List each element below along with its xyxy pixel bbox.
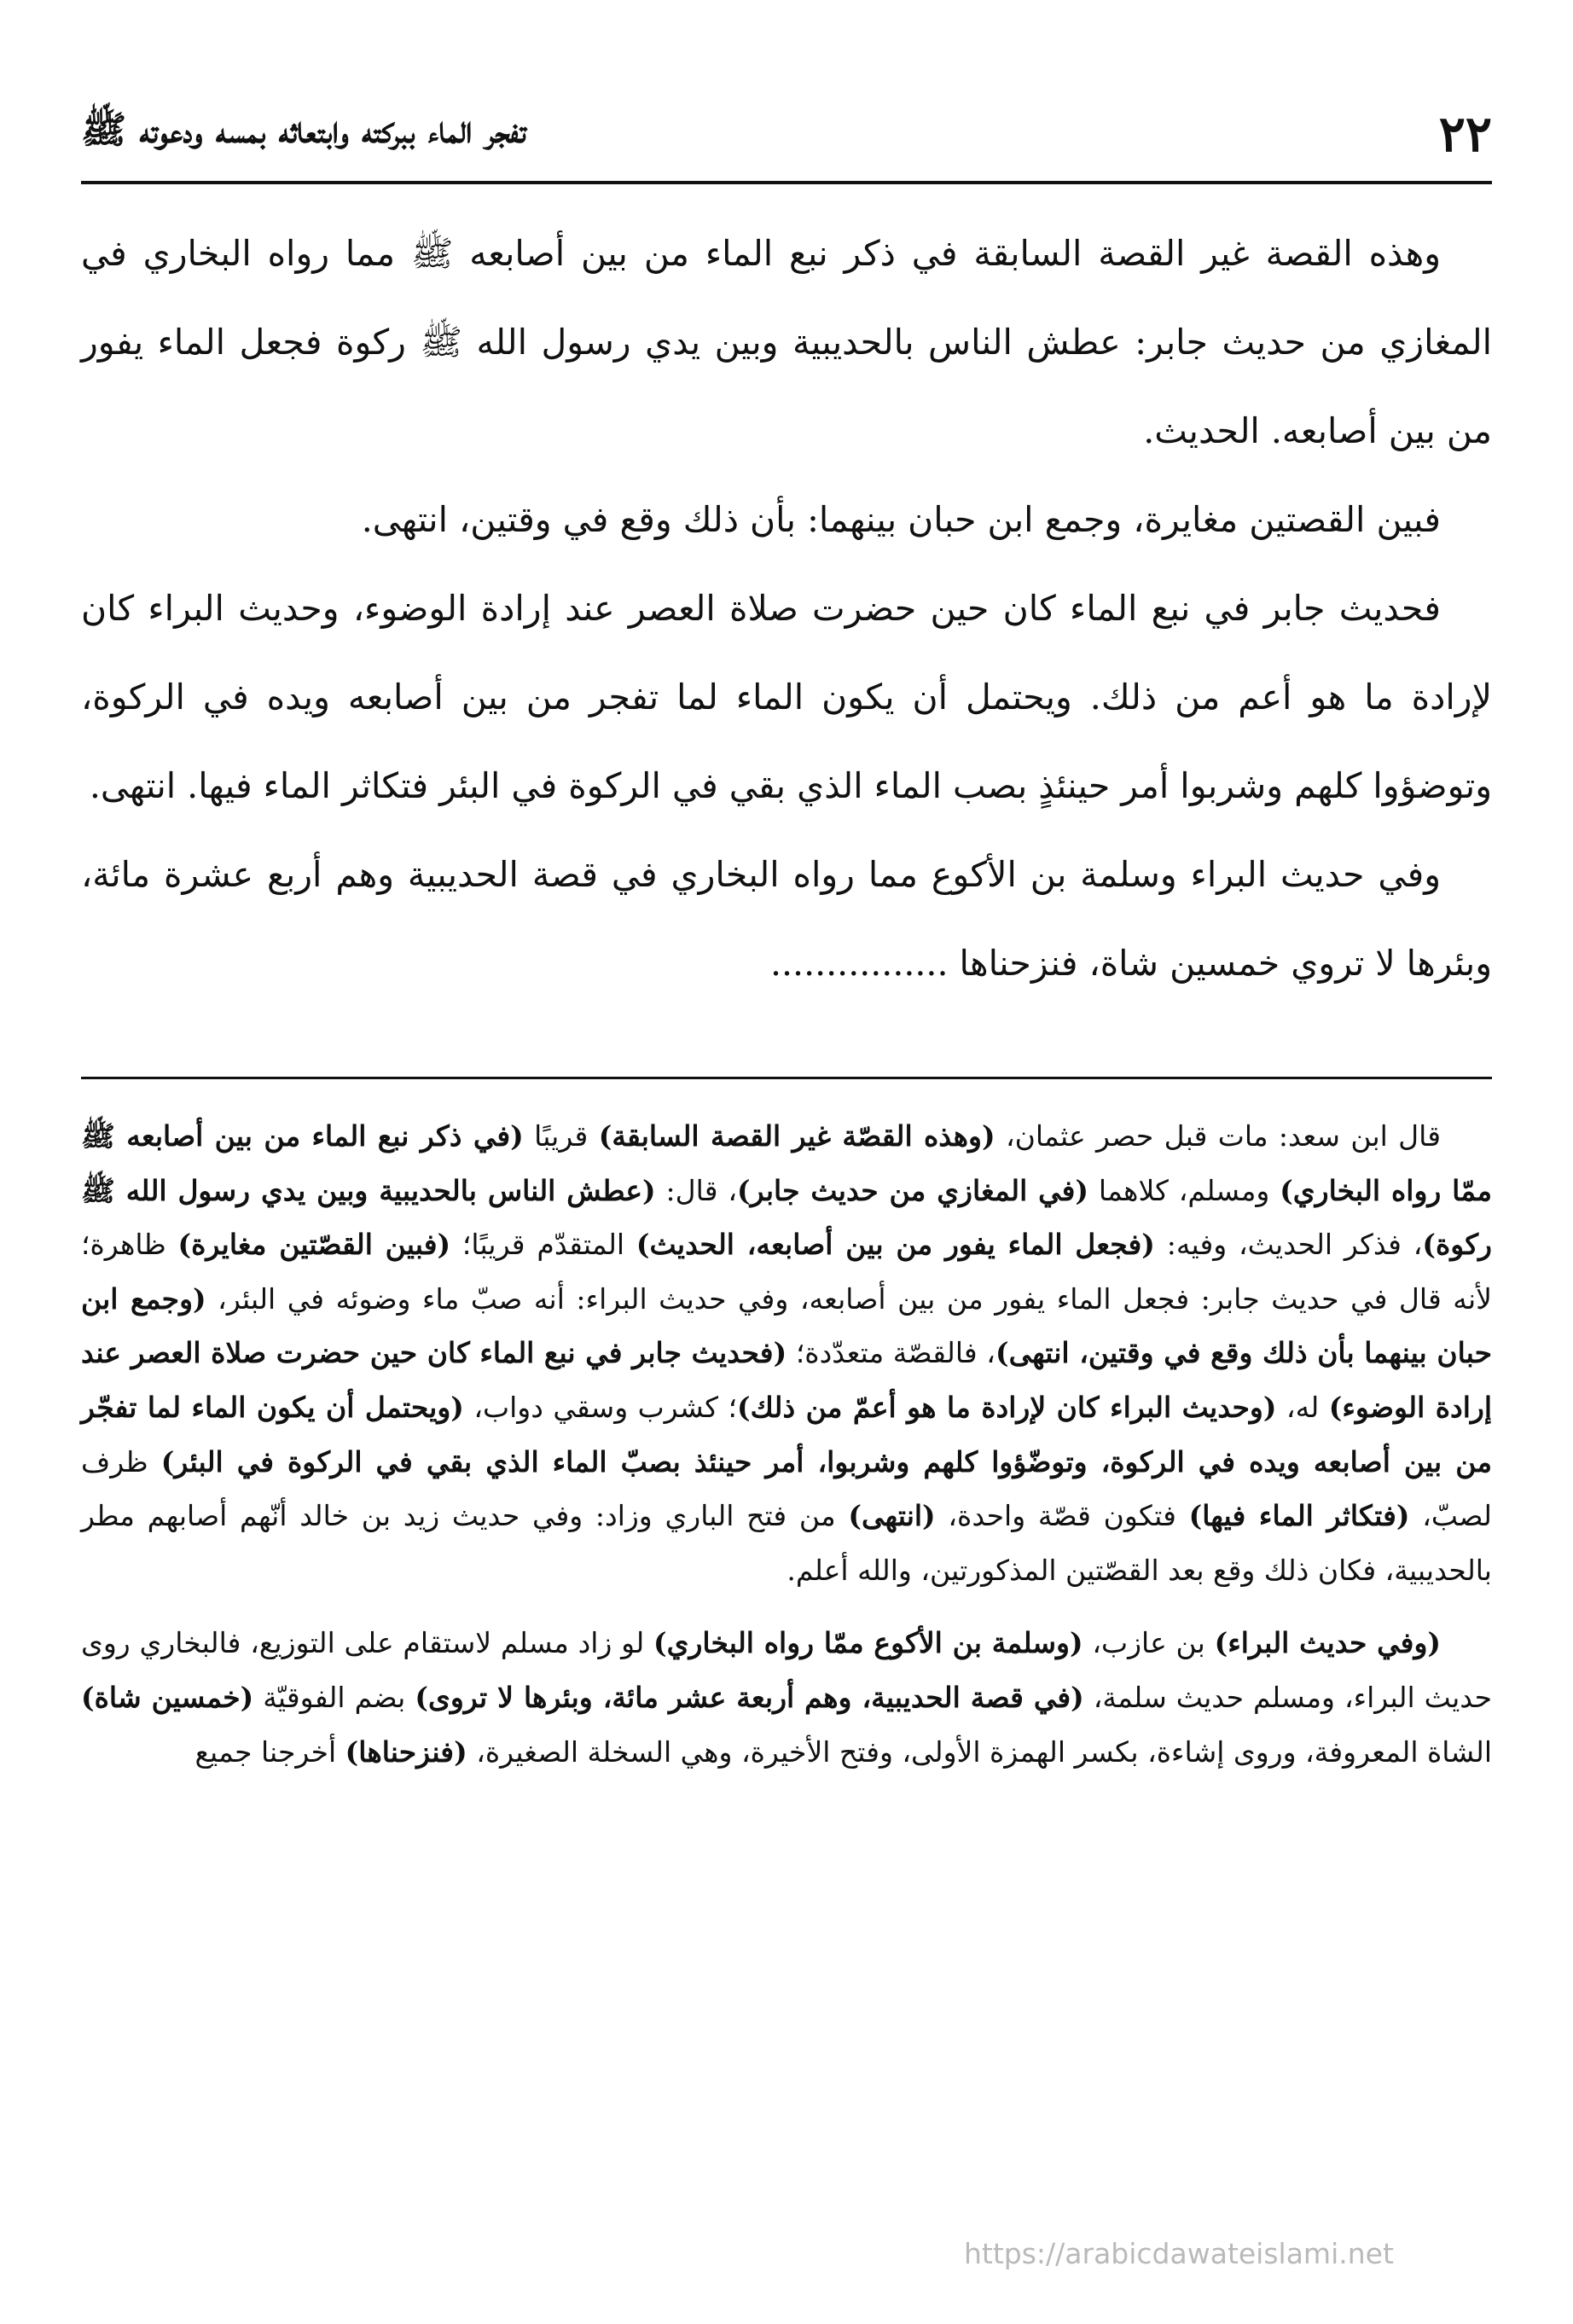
quoted-text: (انتهى) <box>848 1499 936 1533</box>
commentary-text: المتقدّم قريبًا؛ <box>450 1228 636 1262</box>
quoted-text: (فتكاثر الماء فيها) <box>1188 1499 1410 1533</box>
main-paragraph: وهذه القصة غير القصة السابقة في ذكر نبع الماء من بين أصابعه ﷺ مما رواه البخاري في المغازي من حديث جابر: عطش الناس بالحديبية وبين يدي رسول الله ﷺ ركوة فجعل الماء يفور من بين أصابعه. الحديث. <box>81 233 1492 451</box>
main-paragraph: فبين القصتين مغايرة، وجمع ابن حبان بينهما: بأن ذلك وقع في وقتين، انتهى. <box>361 499 1441 540</box>
watermark: https://arabicdawateislami.net <box>964 2237 1394 2270</box>
page-number: ٢٢ <box>1438 105 1492 163</box>
footnote-divider <box>81 1077 1492 1079</box>
quoted-text: (وحديث البراء كان لإرادة ما هو أعمّ من ذلك) <box>736 1390 1277 1424</box>
quoted-text: (فجعل الماء يفور من بين أصابعه، الحديث) <box>636 1228 1155 1262</box>
main-text <box>81 209 1492 1008</box>
main-paragraph: فحديث جابر في نبع الماء كان حين حضرت صلاة العصر عند إرادة الوضوء، وحديث البراء كان لإرادة ما هو أعم من ذلك. ويحتمل أن يكون الماء لما تفجر من بين أصابعه ويده في الركوة، وتوضؤوا كلهم وشربوا أمر حينئذٍ بصب الماء الذي بقي في الركوة في البئر فتكاثر الماء فيها. انتهى. <box>81 588 1492 806</box>
page-header <box>81 96 1492 172</box>
commentary-text: من فتح الباري وزاد: وفي حديث زيد بن خالد أنّهم أصابهم مطر بالحديبية، فكان ذلك وقع بعد القصّتين المذكورتين، والله أعلم. <box>81 1499 1492 1587</box>
quoted-text: (فحديث جابر في نبع الماء كان حين حضرت صلاة العصر عند إرادة الوضوء) <box>81 1336 1492 1424</box>
commentary-text: ، قال: <box>655 1173 738 1207</box>
commentary-text: بضم الفوقيّة <box>253 1680 415 1714</box>
quoted-text: (وجمع ابن حبان بينهما بأن ذلك وقع في وقتين، انتهى) <box>81 1281 1492 1370</box>
quoted-text: (وفي حديث البراء) <box>1214 1626 1441 1660</box>
quoted-text: (وهذه القصّة غير القصة السابقة) <box>598 1119 995 1153</box>
commentary-text: الشاة المعروفة، وروى إشاءة، بكسر الهمزة الأولى، وفتح الأخيرة، وهي السخلة الصغيرة، <box>467 1734 1492 1769</box>
running-title: تفجر الماء ببركته وابتعاثه بمسه ودعوته ﷺ <box>81 108 526 152</box>
quoted-text: (في قصة الحديبية، وهم أربعة عشر مائة، وبئرها لا تروى) <box>415 1680 1084 1714</box>
commentary-paragraph <box>81 1109 1492 1597</box>
commentary-text: ؛ كشرب وسقي دواب، <box>463 1390 737 1424</box>
commentary-text: فتكون قصّة واحدة، <box>935 1499 1189 1533</box>
commentary <box>81 1109 1492 1779</box>
commentary-text: لو زاد مسلم لاستقام على التوزيع، فالبخاري روى حديث البراء، ومسلم حديث سلمة، <box>81 1626 1492 1714</box>
main-paragraph: وفي حديث البراء وسلمة بن الأكوع مما رواه البخاري في قصة الحديبية وهم أربع عشرة مائة، وبئرها لا تروي خمسين شاة، فنزحناها ................ <box>81 854 1492 984</box>
commentary-text: ، فالقصّة متعدّدة؛ <box>786 1336 995 1370</box>
commentary-text: ظرف لصبّ، <box>81 1444 1492 1533</box>
commentary-text: ظاهرة؛ لأنه قال في حديث جابر: فجعل الماء يفور من بين أصابعه، وفي حديث البراء: أنه صبّ ماء وضوئه في البئر، <box>81 1228 1492 1316</box>
quoted-text: (فنزحناها) <box>345 1734 467 1769</box>
quoted-text: (فبين القصّتين مغايرة) <box>177 1228 451 1262</box>
header-divider <box>81 181 1492 184</box>
commentary-text: قال ابن سعد: مات قبل حصر عثمان، <box>995 1119 1441 1153</box>
commentary-text: بن عازب، <box>1083 1626 1215 1660</box>
commentary-text: أخرجنا جميع <box>194 1734 345 1769</box>
commentary-text: له، <box>1276 1390 1329 1424</box>
quoted-text: (في المغازي من حديث جابر) <box>737 1173 1089 1207</box>
commentary-text: ، فذكر الحديث، وفيه: <box>1154 1228 1423 1262</box>
quoted-text: (في ذكر نبع الماء من بين أصابعه ﷺ ممّا رواه البخاري) <box>81 1119 1492 1207</box>
quoted-text: (وسلمة بن الأكوع ممّا رواه البخاري) <box>653 1626 1083 1660</box>
quoted-text: (عطش الناس بالحديبية وبين يدي رسول الله ﷺ ركوة) <box>81 1173 1492 1262</box>
quoted-text: (ويحتمل أن يكون الماء لما تفجّر من بين أصابعه ويده في الركوة، وتوضّؤوا كلهم وشربوا، أمر حينئذ بصبّ الماء الذي بقي في الركوة في البئر) <box>81 1390 1492 1479</box>
commentary-text: قريبًا <box>523 1119 599 1153</box>
commentary-paragraph <box>81 1616 1492 1779</box>
commentary-text: ومسلم، كلاهما <box>1088 1173 1280 1207</box>
quoted-text: (خمسين شاة) <box>81 1680 254 1714</box>
